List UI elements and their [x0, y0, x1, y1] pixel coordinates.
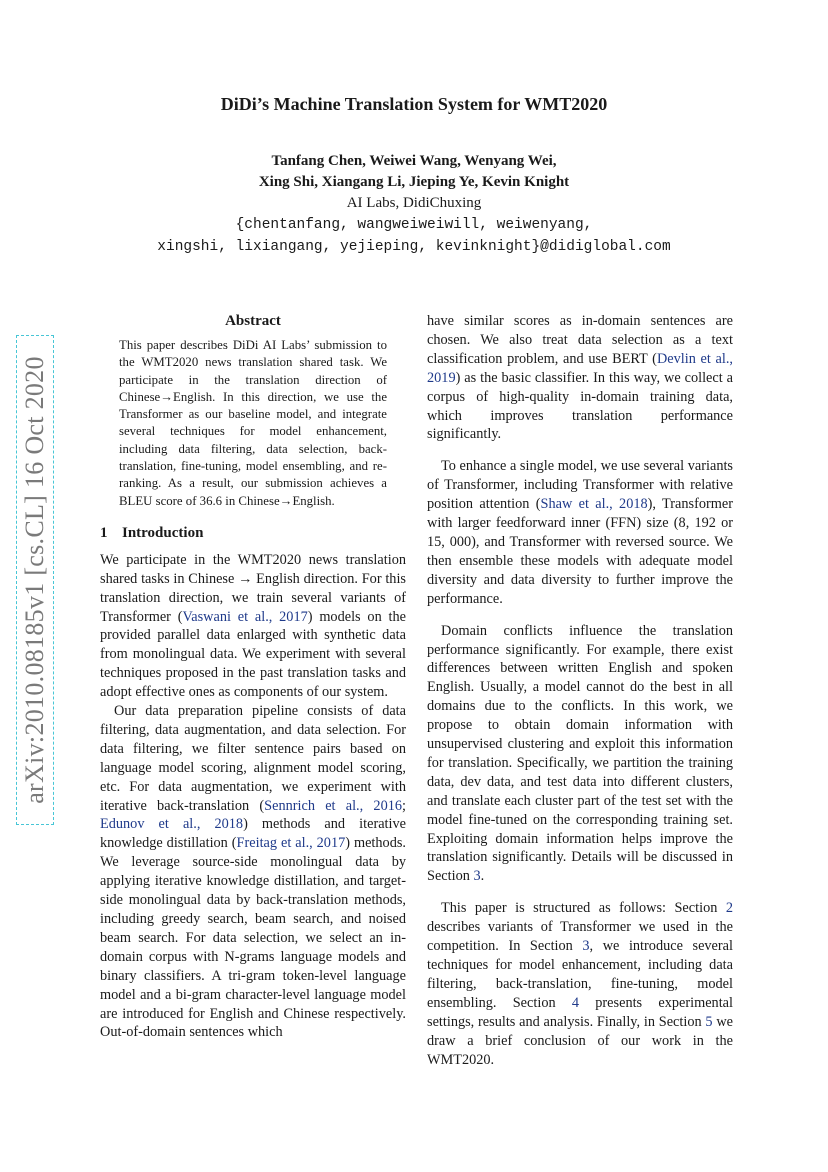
abstract-heading: Abstract: [225, 313, 281, 329]
citation-link[interactable]: Devlin et al., 2019: [427, 350, 733, 386]
citation-link[interactable]: Freitag et al., 2017: [236, 835, 346, 852]
section-title: Introduction: [122, 524, 204, 541]
section-ref-link[interactable]: 2: [725, 900, 733, 917]
affiliation: AI Labs, DidiChuxing: [346, 195, 482, 211]
right-paragraph-1: have similar scores as in-domain sentences are chosen. We also treat data selection as a text classification problem, and use BERT (Devlin et al., 2019) as the basic classifier. In this way, we collect a corpus of high-quality in-domain training data, which improves translation performance significantly.: [427, 313, 733, 443]
author-line-2: Xing Shi, Xiangang Li, Jieping Ye, Kevin Knight: [258, 174, 570, 190]
email-line-1: {chentanfang, wangweiweiwill, weiwenyang,: [235, 217, 593, 233]
email-line-2: xingshi, lixiangang, yejieping, kevinknight}@didiglobal.com: [157, 239, 671, 255]
abstract-text: This paper describes DiDi AI Labs’ submission to the WMT2020 news translation shared task. We participate in the translation direction of Chinese→English. In this direction, we use the Transformer as our baseline model, and integrate several techniques for model enhancement, including data filtering, data selection, back-translation, fine-tuning, model ensembling, and re-ranking. As a result, our submission achieves a BLEU score of 36.6 in Chinese→English.: [119, 337, 387, 508]
arxiv-stamp: arXiv:2010.08185v1 [cs.CL] 16 Oct 2020: [20, 356, 49, 804]
author-line-1: Tanfang Chen, Weiwei Wang, Wenyang Wei,: [271, 153, 557, 169]
section-number: 1: [100, 524, 108, 541]
citation-link[interactable]: Shaw et al., 2018: [540, 496, 648, 513]
paper-title: DiDi’s Machine Translation System for WMT2020: [220, 94, 608, 114]
section-ref-link[interactable]: 5: [705, 1013, 713, 1030]
right-column: [427, 312, 733, 1069]
intro-paragraph-1: We participate in the WMT2020 news translation shared tasks in Chinese → English direction. For this translation direction, we train several variants of Transformer (Vaswani et al., 2017) models on the provided parallel data enlarged with synthetic data from monolingual data. We experiment with several techniques proposed in the past translation tasks and adopt effective ones as components of our system.: [100, 551, 406, 701]
left-column: [100, 312, 406, 1042]
author-block: [0, 151, 828, 258]
citation-link[interactable]: Edunov et al., 2018: [100, 816, 244, 833]
right-paragraph-2: To enhance a single model, we use several variants of Transformer, including Transformer with relative position attention (Shaw et al., 2018), Transformer with larger feedforward inner (FFN) size (8, 192 or 15, 000), and Transformer with reversed source. We then ensemble these models with adequate model diversity and data diversity to further improve the performance.: [427, 458, 733, 607]
citation-link[interactable]: Sennrich et al., 2016: [264, 797, 403, 814]
section-ref-link[interactable]: 3: [473, 868, 481, 885]
section-heading: [100, 524, 406, 543]
right-paragraph-3: Domain conflicts influence the translation performance significantly. For example, there exist differences between written English and spoken English. Usually, a model cannot do the best in all domains due to the conflicts. In this work, we propose to obtain domain information with unsupervised clustering and exploit this information for translation. Specifically, we partition the training data, dev data, and test data into different clusters, and translate each cluster part of the test set with the model fine-tuned on the corresponding training set. Exploiting domain information helps improve the translation significantly. Details will be discussed in Section 3.: [427, 622, 733, 885]
citation-link[interactable]: Vaswani et al., 2017: [182, 608, 308, 625]
section-ref-link[interactable]: 3: [582, 938, 590, 955]
right-paragraph-4: This paper is structured as follows: Section 2 describes variants of Transformer we used in the competition. In Section 3, we introduce several techniques for model enhancement, including data filtering, back-translation, fine-tuning, model ensembling. Section 4 presents experimental settings, results and analysis. Finally, in Section 5 we draw a brief conclusion of our work in the WMT2020.: [427, 900, 734, 1068]
section-ref-link[interactable]: 4: [571, 994, 580, 1011]
intro-paragraph-2: Our data preparation pipeline consists of data filtering, data augmentation, and data selection. For data filtering, we filter sentence pairs based on language model scoring, alignment model scoring, etc. For data augmentation, we experiment with iterative back-translation (Sennrich et al., 2016; Edunov et al., 2018) methods and iterative knowledge distillation (Freitag et al., 2017) methods. We leverage source-side monolingual data by applying iterative knowledge distillation, and target-side monolingual data by back-translation methods, including greedy search, beam search, and noised beam search. For data selection, we select an in-domain corpus with N-grams language models and binary classifiers. A tri-gram token-level language model and a bi-gram character-level language model are introduced for English and Chinese respectively. Out-of-domain sentences which: [100, 703, 407, 1041]
